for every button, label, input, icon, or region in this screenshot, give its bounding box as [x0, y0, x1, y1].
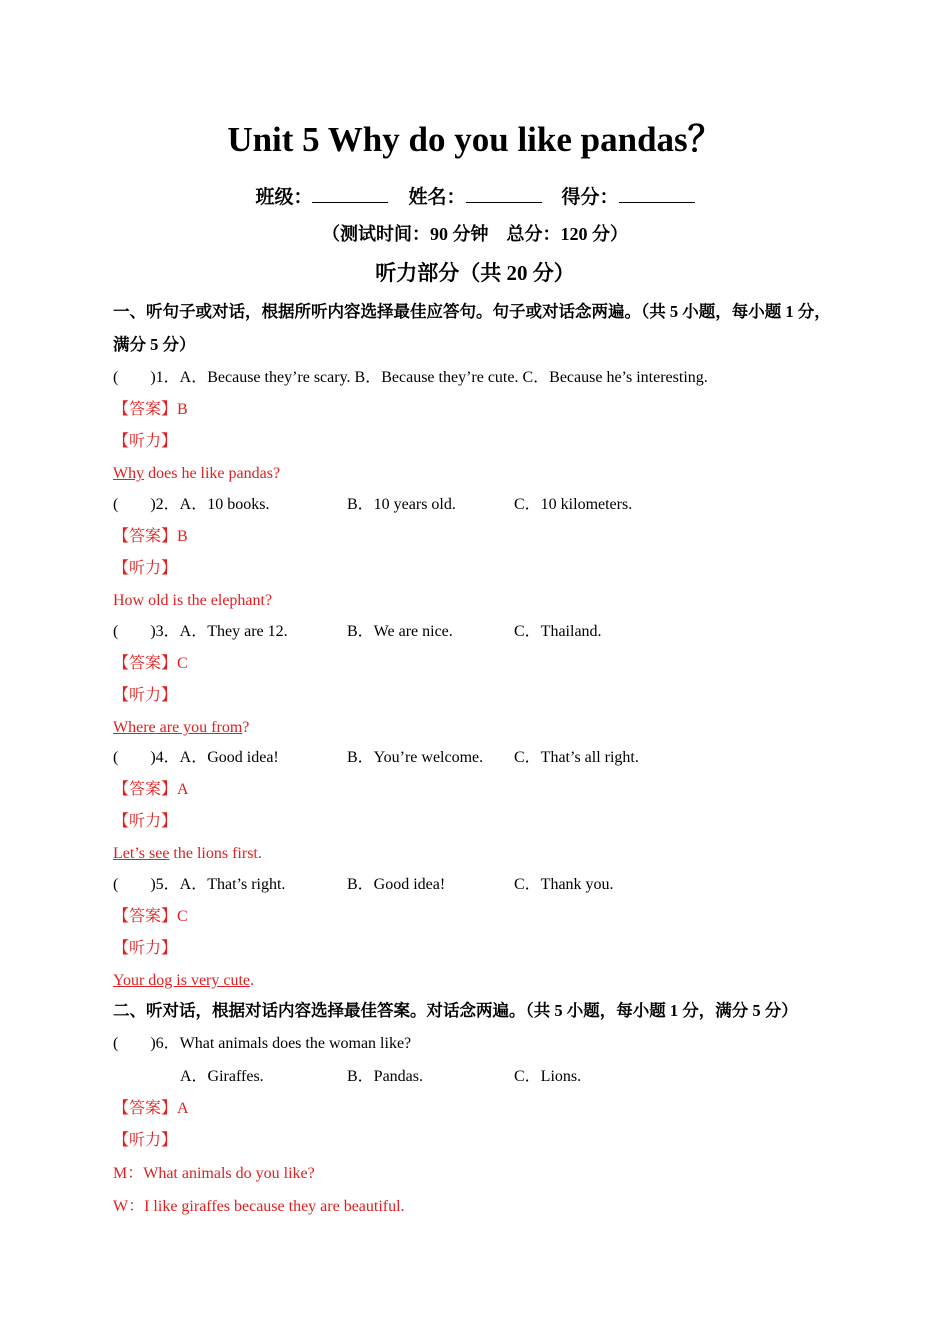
q1-script — [113, 463, 280, 485]
q6-answer: 【答案】A — [113, 1100, 189, 1117]
q5-answer: 【答案】C — [113, 908, 188, 925]
test-time-line: （测试时间：90 分钟 总分：120 分） — [322, 224, 628, 244]
q4-stem: ( )4．A．Good idea! — [113, 749, 279, 766]
score-label: 得分： — [561, 187, 619, 208]
q3-option-c: C．Thailand. — [514, 623, 602, 640]
q4-answer: 【答案】A — [113, 781, 189, 798]
q6-script-woman: W：I like giraffes because they are beautiful. — [113, 1198, 405, 1215]
q1-answer: 【答案】B — [113, 401, 188, 418]
q6-listen-label: 【听力】 — [113, 1132, 178, 1149]
score-blank — [619, 184, 695, 203]
q6-option-a: A．Giraffes. — [180, 1068, 264, 1085]
name-blank — [466, 184, 542, 203]
q6-option-c: C．Lions. — [514, 1068, 582, 1085]
q2-stem: ( )2．A．10 books. — [113, 496, 270, 513]
q3-listen-label: 【听力】 — [113, 687, 178, 704]
q2-option-c: C．10 kilometers. — [514, 496, 633, 513]
section1-heading-line1: 一、听句子或对话，根据所听内容选择最佳应答句。句子或对话念两遍。（共 5 小题，每小题 1 分， — [113, 302, 831, 321]
q1-script-rest: does he like pandas? — [144, 465, 281, 482]
q4-listen-label: 【听力】 — [113, 813, 178, 830]
listening-part-title: 听力部分（共 20 分） — [375, 261, 575, 285]
q5-script-rest: . — [250, 972, 255, 989]
name-label: 姓名： — [408, 187, 466, 208]
q5-listen-label: 【听力】 — [113, 940, 178, 957]
q3-script — [113, 717, 249, 739]
q4-script — [113, 843, 262, 865]
q5-option-c: C．Thank you. — [514, 876, 614, 893]
q3-script-underlined: Where are you from — [113, 719, 243, 736]
q5-option-b: B．Good idea! — [347, 876, 446, 893]
q3-stem: ( )3．A．They are 12. — [113, 623, 288, 640]
q2-option-b: B．10 years old. — [347, 496, 456, 513]
q2-script: How old is the elephant? — [113, 592, 273, 609]
q6-stem: ( )6．What animals does the woman like? — [113, 1035, 412, 1052]
q2-answer: 【答案】B — [113, 528, 188, 545]
q4-option-c: C．That’s all right. — [514, 749, 639, 766]
q1-stem: ( )1．A．Because they’re scary. B．Because they’re cute. C．Because he’s interesting. — [113, 369, 708, 386]
q6-option-b: B．Pandas. — [347, 1068, 424, 1085]
q4-script-underlined: Let’s see — [113, 845, 170, 862]
q3-answer: 【答案】C — [113, 655, 188, 672]
q5-script-underlined: Your dog is very cute — [113, 972, 251, 989]
q6-script-man: M：What animals do you like? — [113, 1165, 315, 1182]
q5-stem: ( )5．A．That’s right. — [113, 876, 286, 893]
section2-heading: 二、听对话，根据对话内容选择最佳答案。对话念两遍。（共 5 小题，每小题 1 分，满分 5 分） — [113, 1001, 798, 1020]
q1-listen-label: 【听力】 — [113, 433, 178, 450]
q5-script — [113, 970, 254, 992]
q1-script-underlined: Why — [113, 465, 145, 482]
class-blank — [312, 184, 388, 203]
q3-option-b: B．We are nice. — [347, 623, 453, 640]
section1-heading-line2: 满分 5 分） — [113, 335, 196, 354]
q2-listen-label: 【听力】 — [113, 560, 178, 577]
class-label: 班级： — [255, 187, 313, 208]
q4-option-b: B．You’re welcome. — [347, 749, 484, 766]
student-info-row — [0, 184, 950, 211]
q4-script-rest: the lions first. — [169, 845, 262, 862]
page-title: Unit 5 Why do you like pandas？ — [227, 120, 723, 159]
q3-script-rest: ? — [242, 719, 250, 736]
